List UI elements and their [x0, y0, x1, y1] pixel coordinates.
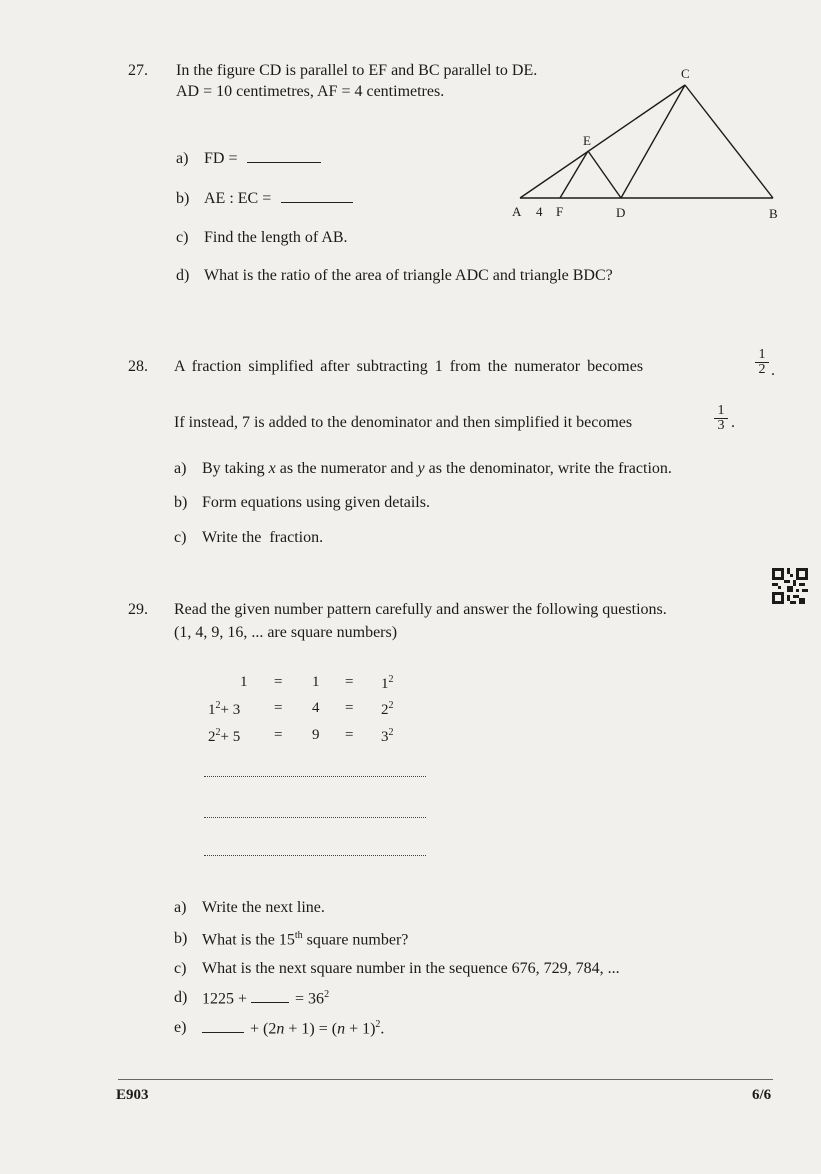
- q29-b-text: [202, 930, 408, 949]
- q28-a-var-x: x: [268, 460, 276, 477]
- q29-b-label: b): [174, 930, 188, 947]
- q28-frac1-denominator: 2: [758, 362, 766, 377]
- pattern-answer-line-2: [204, 817, 426, 818]
- pattern-row2-lhs-base: 1: [208, 702, 216, 718]
- q29-e-text3: + 1): [349, 1020, 376, 1038]
- q29-d-text: [202, 989, 329, 1008]
- question-28-line1: A fraction simplified after subtracting 1 from the numerator becomes: [174, 358, 644, 375]
- question-29-number: 29.: [128, 601, 148, 618]
- footer-page-number: 6/6: [752, 1087, 772, 1103]
- pattern-row3-mid: 9: [312, 727, 320, 743]
- q28-fraction-one-half: [755, 348, 769, 377]
- question-29-line1: Read the given number pattern carefully and answer the following questions.: [174, 601, 667, 618]
- pattern-row1-mid: 1: [312, 674, 320, 690]
- pattern-row2-rhs: [381, 700, 394, 719]
- q29-e-text1: + (2: [250, 1020, 277, 1038]
- pattern-row1-lhs: 1: [240, 674, 248, 690]
- segment-CD: [621, 85, 685, 198]
- q28-frac2-period: .: [731, 414, 735, 431]
- figure-label-e: E: [583, 133, 591, 148]
- q29-d-sup: 2: [324, 989, 330, 1000]
- q28-a-var-y: y: [417, 460, 425, 477]
- q27-a-label: a): [176, 150, 189, 167]
- q28-frac2-numerator: 1: [714, 404, 728, 419]
- pattern-row3-lhs: [208, 727, 240, 746]
- q27-a-answer-blank: [247, 162, 321, 163]
- q27-triangle-figure: [500, 60, 800, 230]
- figure-label-c: C: [681, 66, 690, 81]
- pattern-row1-rhs-base: 1: [381, 676, 389, 692]
- q29-e-n2: n: [337, 1020, 346, 1038]
- q29-b-sup: th: [294, 930, 303, 941]
- q29-d-label: d): [174, 989, 188, 1006]
- footer-rule: [118, 1079, 773, 1080]
- q29-a-label: a): [174, 899, 187, 916]
- pattern-row2-lhs-rest: + 3: [220, 702, 241, 718]
- pattern-row3-eq2: =: [345, 727, 354, 743]
- pattern-row1-eq2: =: [345, 674, 354, 690]
- segment-ED: [588, 151, 621, 198]
- q27-b-answer-blank: [281, 202, 353, 203]
- pattern-row2-rhs-base: 2: [381, 702, 389, 718]
- figure-label-a: A: [512, 204, 522, 219]
- q28-c-label: c): [174, 529, 187, 546]
- figure-label-d: D: [616, 205, 626, 220]
- question-28-number: 28.: [128, 358, 148, 375]
- q28-a-post: as the denominator, write the fraction.: [428, 460, 672, 477]
- q27-c-text: Find the length of AB.: [204, 229, 348, 246]
- question-27-line1: In the figure CD is parallel to EF and BC parallel to DE.: [176, 62, 538, 79]
- pattern-row3-rhs: [381, 727, 394, 746]
- q27-a-text: [204, 150, 321, 168]
- figure-label-af-length: 4: [536, 204, 543, 219]
- q27-c-label: c): [176, 229, 189, 246]
- pattern-row2-lhs: [208, 700, 240, 719]
- q29-e-end: .: [380, 1020, 385, 1038]
- q27-d-text: What is the ratio of the area of triangle ADC and triangle BDC?: [204, 267, 613, 284]
- q28-a-pre: By taking: [202, 460, 265, 477]
- pattern-row2-eq2: =: [345, 700, 354, 716]
- pattern-row3-lhs-rest: + 5: [220, 729, 241, 745]
- segment-AC: [520, 85, 685, 198]
- q29-b-pre: What is the 15: [202, 931, 295, 949]
- question-29-line2: (1, 4, 9, 16, ... are square numbers): [174, 624, 398, 641]
- q29-c-text: What is the next square number in the sequence 676, 729, 784, ...: [202, 960, 620, 977]
- q29-e-text2: + 1) = (: [288, 1020, 338, 1038]
- q27-a-text-content: FD =: [204, 150, 238, 167]
- figure-label-b: B: [769, 206, 778, 221]
- q28-frac1-period: .: [771, 362, 775, 379]
- pattern-row1-eq1: =: [274, 674, 283, 690]
- pattern-row2-lhs-exp: 2: [215, 700, 221, 711]
- pattern-row3-eq1: =: [274, 727, 283, 743]
- segment-EF: [560, 151, 588, 198]
- segment-CB: [685, 85, 773, 198]
- q27-b-label: b): [176, 190, 190, 207]
- question-27-number: 27.: [128, 62, 148, 79]
- pattern-answer-line-3: [204, 855, 426, 856]
- pattern-row3-lhs-exp: 2: [215, 727, 221, 738]
- pattern-row2-rhs-exp: 2: [388, 700, 394, 711]
- pattern-row3-lhs-base: 2: [208, 729, 216, 745]
- q29-c-label: c): [174, 960, 187, 977]
- question-28-line2: If instead, 7 is added to the denominator and then simplified it becomes: [174, 414, 633, 431]
- figure-label-f: F: [556, 204, 564, 219]
- q29-a-text: Write the next line.: [202, 899, 325, 916]
- pattern-row3-rhs-base: 3: [381, 729, 389, 745]
- qr-code-icon: [772, 567, 808, 605]
- q29-e-text: [202, 1019, 384, 1038]
- q27-b-text-content: AE : EC =: [204, 190, 272, 207]
- q28-b-text: Form equations using given details.: [202, 494, 430, 511]
- pattern-row2-mid: 4: [312, 700, 320, 716]
- pattern-row1-rhs: [381, 674, 394, 693]
- pattern-answer-line-1: [204, 776, 426, 777]
- question-27-line2: AD = 10 centimetres, AF = 4 centimetres.: [176, 83, 445, 100]
- pattern-row1-rhs-exp: 2: [388, 674, 394, 685]
- q28-c-text: Write the fraction.: [202, 529, 324, 546]
- q27-b-text: [204, 190, 353, 208]
- q28-fraction-one-third: [714, 404, 728, 433]
- q27-d-label: d): [176, 267, 190, 284]
- footer-exam-code: E903: [116, 1087, 149, 1103]
- q28-a-text: [202, 460, 672, 478]
- pattern-row3-rhs-exp: 2: [388, 727, 394, 738]
- q28-a-mid: as the numerator and: [279, 460, 414, 477]
- q29-b-post: square number?: [306, 931, 409, 949]
- q29-e-label: e): [174, 1019, 187, 1036]
- q28-a-label: a): [174, 460, 187, 477]
- q29-e-answer-blank: [202, 1032, 244, 1033]
- q29-e-n1: n: [276, 1020, 285, 1038]
- q29-d-answer-blank: [251, 1002, 289, 1003]
- q28-frac1-numerator: 1: [755, 348, 769, 363]
- q29-d-pre: 1225 +: [202, 990, 248, 1008]
- q28-b-label: b): [174, 494, 188, 511]
- q29-d-post: = 36: [295, 990, 325, 1008]
- q29-e-sup: 2: [375, 1019, 381, 1030]
- q28-frac2-denominator: 3: [717, 418, 725, 433]
- pattern-row2-eq1: =: [274, 700, 283, 716]
